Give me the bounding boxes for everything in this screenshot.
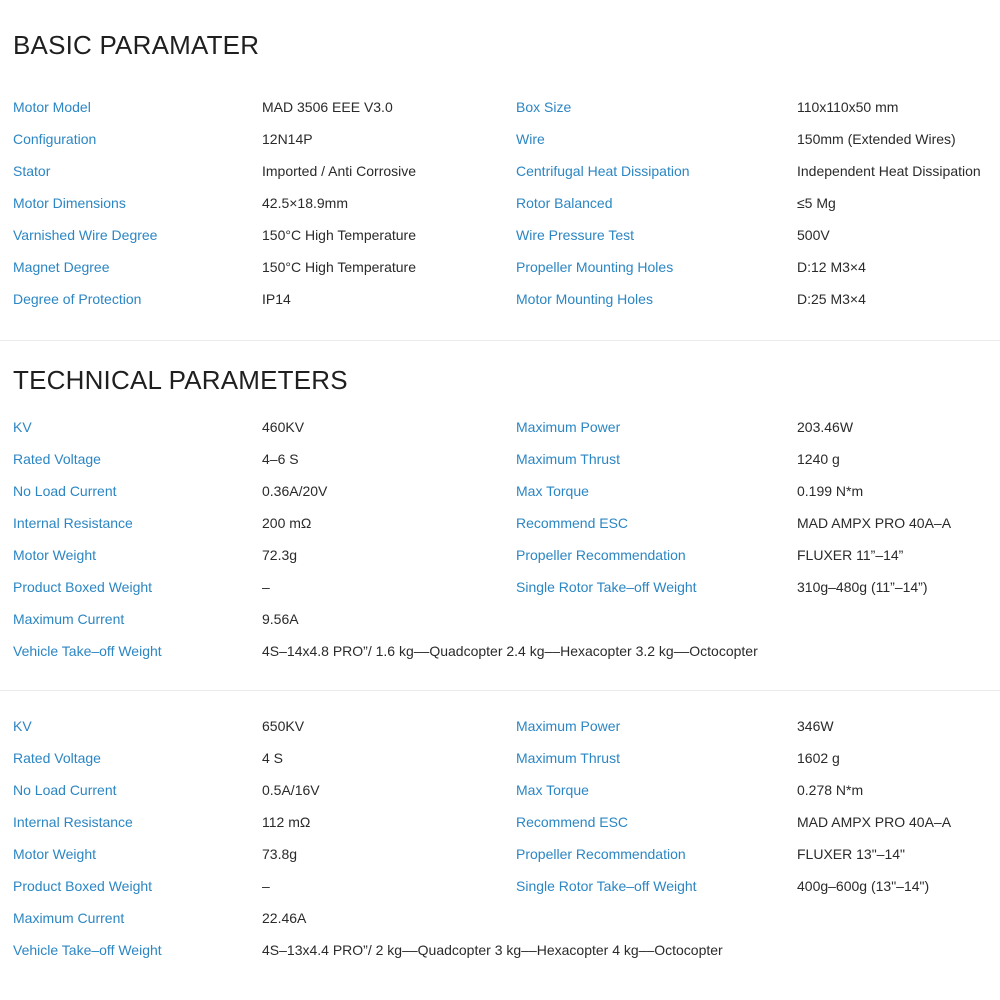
param-value: – [262,579,270,595]
param-label: Vehicle Take–off Weight [13,643,162,659]
spec-row [0,193,1000,213]
param-value: 150°C High Temperature [262,259,416,275]
spec-row [0,748,1000,768]
param-label: Magnet Degree [13,259,110,275]
param-value: – [262,878,270,894]
param-label: Product Boxed Weight [13,878,153,894]
param-value: 0.199 N*m [797,483,864,499]
spec-row [0,844,1000,864]
spec-row [0,129,1000,149]
param-label: Product Boxed Weight [13,579,153,595]
param-label: No Load Current [13,483,117,499]
spec-row [0,812,1000,832]
param-label: KV [13,419,32,435]
param-value: MAD 3506 EEE V3.0 [262,99,393,115]
spec-row [0,780,1000,800]
spec-row [0,545,1000,565]
section-divider [0,340,1000,341]
param-label: Maximum Power [516,718,621,734]
param-value: 1240 g [797,451,840,467]
param-label: Rotor Balanced [516,195,613,211]
spec-row [0,876,1000,896]
param-label: Wire Pressure Test [516,227,634,243]
param-label: Maximum Thrust [516,451,620,467]
param-label: Rated Voltage [13,750,101,766]
spec-row [0,577,1000,597]
param-value: MAD AMPX PRO 40A–A [797,814,952,830]
param-label: Varnished Wire Degree [13,227,158,243]
param-value: Independent Heat Dissipation [797,163,981,179]
param-value: 460KV [262,419,305,435]
param-label: Internal Resistance [13,814,133,830]
param-value: 0.5A/16V [262,782,320,798]
spec-row [0,641,1000,661]
param-value: Imported / Anti Corrosive [262,163,417,179]
param-label: Recommend ESC [516,515,629,531]
spec-row [0,449,1000,469]
param-label: Centrifugal Heat Dissipation [516,163,690,179]
param-label: Motor Model [13,99,91,115]
param-value: FLUXER 11”–14” [797,547,904,563]
param-label: Motor Mounting Holes [516,291,653,307]
section-divider [0,690,1000,691]
param-label: Rated Voltage [13,451,101,467]
param-label: Max Torque [516,782,589,798]
param-value: FLUXER 13"–14" [797,846,905,862]
param-value: 310g–480g (11”–14”) [797,579,928,595]
param-label: Propeller Recommendation [516,547,686,563]
param-value: D:12 M3×4 [797,259,866,275]
param-label: Maximum Thrust [516,750,620,766]
param-label: Stator [13,163,51,179]
param-value: 4 S [262,750,284,766]
param-value: D:25 M3×4 [797,291,866,307]
spec-row [0,940,1000,960]
param-value: 0.36A/20V [262,483,328,499]
spec-row [0,716,1000,736]
param-value: 200 mΩ [262,515,312,531]
spec-row [0,513,1000,533]
param-value: 203.46W [797,419,854,435]
param-value: IP14 [262,291,291,307]
param-value: 1602 g [797,750,840,766]
basic-section-title: BASIC PARAMATER [13,30,260,60]
param-value: ≤5 Mg [797,195,836,211]
param-value: 9.56A [262,611,299,627]
param-label: Motor Weight [13,547,96,563]
spec-row [0,417,1000,437]
param-value: 0.278 N*m [797,782,864,798]
param-value: 500V [797,227,830,243]
param-label: Box Size [516,99,572,115]
param-value: 42.5×18.9mm [262,195,348,211]
param-label: Recommend ESC [516,814,629,830]
param-label: Single Rotor Take–off Weight [516,878,697,894]
param-label: Wire [516,131,545,147]
spec-row [0,908,1000,928]
param-label: KV [13,718,32,734]
spec-row [0,289,1000,309]
spec-row [0,97,1000,117]
param-label: No Load Current [13,782,117,798]
param-value: 4S–13x4.4 PRO”/ 2 kg––Quadcopter 3 kg––Hexacopter 4 kg––Octocopter [262,942,723,958]
spec-row [0,609,1000,629]
param-label: Max Torque [516,483,589,499]
param-value: 12N14P [262,131,313,147]
param-value: 4–6 S [262,451,299,467]
param-value: 112 mΩ [262,814,311,830]
param-label: Degree of Protection [13,291,142,307]
param-label: Propeller Mounting Holes [516,259,674,275]
param-label: Internal Resistance [13,515,133,531]
param-value: 22.46A [262,910,307,926]
param-label: Single Rotor Take–off Weight [516,579,697,595]
param-value: 650KV [262,718,305,734]
spec-row [0,257,1000,277]
param-value: MAD AMPX PRO 40A–A [797,515,952,531]
param-value: 73.8g [262,846,298,862]
technical-section-title: TECHNICAL PARAMETERS [13,365,348,395]
param-value: 4S–14x4.8 PRO”/ 1.6 kg––Quadcopter 2.4 kg––Hexacopter 3.2 kg––Octocopter [262,643,758,659]
param-label: Maximum Power [516,419,621,435]
param-label: Propeller Recommendation [516,846,686,862]
param-value: 150mm (Extended Wires) [797,131,956,147]
param-label: Configuration [13,131,97,147]
param-value: 400g–600g (13"–14") [797,878,930,894]
param-label: Motor Dimensions [13,195,126,211]
param-label: Vehicle Take–off Weight [13,942,162,958]
spec-row [0,161,1000,181]
spec-row [0,225,1000,245]
param-label: Maximum Current [13,611,125,627]
param-value: 110x110x50 mm [797,99,899,115]
param-value: 72.3g [262,547,298,563]
param-value: 150°C High Temperature [262,227,416,243]
param-label: Maximum Current [13,910,125,926]
spec-row [0,481,1000,501]
param-value: 346W [797,718,834,734]
param-label: Motor Weight [13,846,96,862]
